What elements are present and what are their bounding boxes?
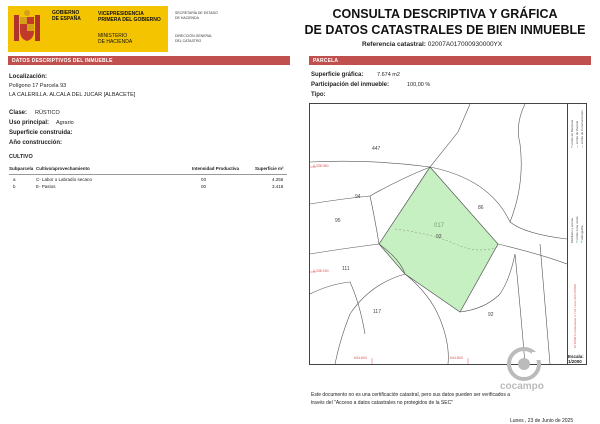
participacion-value: 100,00 % [407, 82, 431, 88]
title-line-1: CONSULTA DESCRIPTIVA Y GRÁFICA [332, 7, 558, 21]
parcel-label-92: 92 [488, 312, 494, 318]
referencia-catastral [362, 41, 502, 48]
uso-label: Uso principal: [9, 120, 50, 126]
row-a-intensidad: 03 [201, 177, 207, 182]
cultivo-title: CULTIVO [9, 154, 33, 160]
parcel-label-86: 86 [478, 205, 484, 211]
row-a-cultivo: C- Labor o Labradío secano [36, 177, 93, 182]
descriptive-section-bar: DATOS DESCRIPTIVOS DEL INMUEBLE [8, 57, 290, 65]
legend-construcciones: — Límite de Construcciones [580, 110, 584, 148]
cadastral-map[interactable] [309, 103, 568, 365]
dir-line-1: DIRECCIÓN GENERAL [175, 34, 213, 38]
legend-mobiliario: Mobiliario y aceras [570, 217, 574, 243]
gov-line-1: GOBIERNO [52, 10, 80, 16]
coord-label-y2: 4.338.150 [313, 269, 329, 273]
gov-line-2: DE ESPAÑA [52, 16, 81, 22]
anio-label: Año construcción: [9, 140, 63, 146]
row-b-intensidad: 00 [201, 184, 207, 189]
coord-label-y1: 4.338.050 [313, 164, 329, 168]
polygon-label-017: 017 [434, 223, 445, 229]
scale-indicator [568, 354, 584, 364]
direccion-title [175, 34, 212, 44]
legend-parcela: — Límite de Parcela [575, 120, 579, 148]
vicepresidencia-title [98, 11, 161, 23]
superficie-label: Superficie construida: [9, 130, 73, 136]
participacion-label: Participación del inmueble: [311, 82, 390, 88]
uso-value: Agrario [56, 120, 74, 126]
parcel-label-117: 117 [373, 309, 381, 315]
dir-line-2: DEL CATASTRO [175, 39, 202, 43]
row-b-superficie: 3.418 [272, 184, 284, 189]
scale-value: 1/2000 [568, 359, 582, 364]
document-date: Lunes , 23 de Junio de 2025 [510, 418, 574, 424]
gov-title [52, 10, 81, 22]
col-intensidad: Intensidad Productiva [192, 166, 240, 171]
localizacion-line2: LA CALERILLA. ALCALA DEL JUCAR [ALBACETE] [9, 92, 136, 98]
col-subparcela: Subparcela [9, 166, 34, 171]
coord-label-x2: 634.800 [450, 356, 463, 360]
localizacion-label: Localización: [9, 74, 48, 80]
sec-line-2: DE HACIENDA [175, 16, 199, 20]
vice-line-2: PRIMERA DEL GOBIERNO [98, 17, 161, 23]
parcel-label-447: 447 [372, 146, 381, 152]
legend-zona-verde: ━ Límite zona verde [575, 216, 579, 243]
col-superficie: Superficie m² [255, 166, 284, 171]
min-line-2: DE HACIENDA [98, 39, 133, 45]
parcela-section-bar: PARCELA [309, 57, 591, 65]
note-line-2: través del "Acceso a datos catastrales no protegidos de la SEC" [311, 400, 453, 406]
note-line-1: Este documento no es una certificación catastral, pero sus datos pueden ser verificados a [311, 392, 511, 398]
scale-label: Escala: [568, 354, 584, 359]
title-line-2: DE DATOS CATASTRALES DE BIEN INMUEBLE [304, 23, 586, 37]
legend-hidrografia: ━ Hidrografía [580, 225, 584, 243]
ref-value: 02007A017000930000YX [427, 41, 503, 48]
tipo-label: Tipo: [311, 92, 326, 98]
ministerio-title [98, 33, 132, 45]
reference-system-note: ETRS89 Coordenadas U.T.M. Huso 30 ETRS89 [573, 284, 577, 348]
secretaria-title [175, 11, 218, 21]
disclaimer-note [311, 391, 581, 407]
parcel-label-93: 93 [436, 234, 442, 240]
vice-line-1: VICEPRESIDENCIA [98, 11, 144, 17]
sec-line-1: SECRETARÍA DE ESTADO [175, 11, 218, 15]
parcel-label-94: 94 [355, 194, 361, 200]
coat-of-arms-icon [12, 9, 42, 47]
legend-manzana: ━ Límite de Manzana [570, 119, 574, 148]
legend-items [570, 108, 586, 348]
document-title [300, 6, 590, 38]
row-b-cultivo: E- Pastos [36, 184, 56, 189]
row-a-superficie: 4.256 [272, 177, 284, 182]
row-b-sub: b [13, 184, 16, 189]
ref-label: Referencia catastral: [362, 41, 426, 48]
parcel-label-111: 111 [342, 266, 350, 272]
min-line-1: MINISTERIO [98, 33, 128, 39]
clase-value: RÚSTICO [35, 110, 60, 116]
row-a-sub: a [13, 177, 16, 182]
table-header-rule [9, 174, 287, 175]
sup-grafica-value: 7.674 m2 [377, 72, 400, 78]
coord-label-x1: 634.600 [354, 356, 367, 360]
sup-grafica-label: Superficie gráfica: [311, 72, 364, 78]
col-cultivo: Cultivo/aprovechamiento [36, 166, 90, 171]
clase-label: Clase: [9, 110, 28, 116]
localizacion-line1: Polígono 17 Parcela 93 [9, 83, 67, 89]
parcel-label-95: 95 [335, 218, 341, 224]
cocampo-watermark: cocampo [500, 381, 544, 392]
